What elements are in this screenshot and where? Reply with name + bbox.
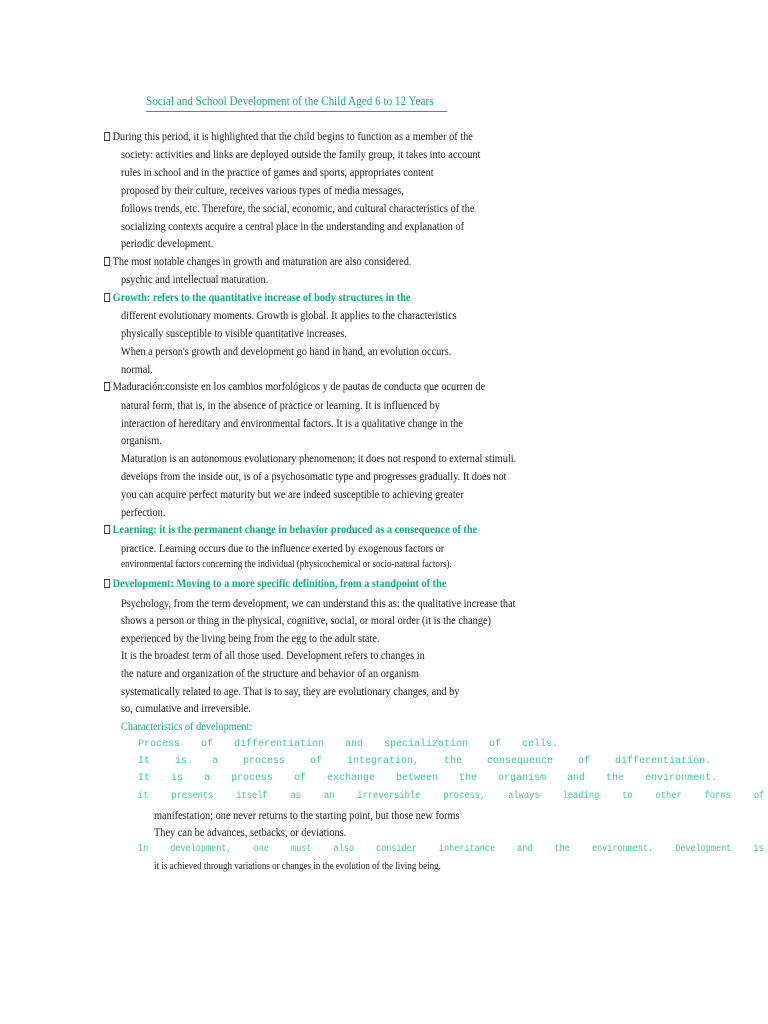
text-line: normal. xyxy=(121,362,153,376)
text-line: physically susceptible to visible quantitative increases. xyxy=(121,326,347,340)
text-line: environmental factors concerning the individual (physicochemical or socio-natural factors). xyxy=(121,559,452,570)
heading-growth: Growth: refers to the quantitative increase of body structures in the xyxy=(104,290,411,304)
text-line: psychic and intellectual maturation. xyxy=(121,272,269,286)
text-line: systematically related to age. That is to say, they are evolutionary changes, and by xyxy=(121,684,460,698)
text-line: the nature and organization of the structure and behavior of an organism xyxy=(121,666,419,680)
text-line: shows a person or thing in the physical, cognitive, social, or moral order (it is the change) xyxy=(121,613,492,627)
text-line: Psychology, from the term development, we can understand this as: the qualitative increase that xyxy=(121,596,516,610)
characteristic-item: it presents itself as an irreversible process, always leading to other forms of xyxy=(138,791,765,802)
text-line: follows trends, etc. Therefore, the social, economic, and cultural characteristics of the xyxy=(121,201,475,215)
text-line: During this period, it is highlighted that the child begins to function as a member of the xyxy=(104,129,473,143)
heading-development: Development: Moving to a more specific definition, from a standpoint of the xyxy=(104,576,446,590)
text-line: proposed by their culture, receives various types of media messages, xyxy=(121,183,404,197)
text-line: interaction of hereditary and environmental factors. It is a qualitative change in the xyxy=(121,416,463,430)
characteristic-item: It is a process of integration, the consequence of differentiation. xyxy=(138,756,712,767)
page-title: Social and School Development of the Child Aged 6 to 12 Years xyxy=(146,93,434,108)
heading-learning: Learning: it is the permanent change in behavior produced as a consequence of the xyxy=(104,522,477,536)
characteristic-item: It is a process of exchange between the organism and the environment. xyxy=(138,773,718,784)
text-line: The most notable changes in growth and maturation are also considered. xyxy=(104,254,412,268)
text-line: rules in school and in the practice of games and sports, appropriates content xyxy=(121,165,434,179)
text-line: experienced by the living being from the egg to the adult state. xyxy=(121,631,380,645)
text-line: so, cumulative and irreversible. xyxy=(121,701,251,715)
text-line: practice. Learning occurs due to the influence exerted by exogenous factors or xyxy=(121,541,445,555)
text-line: organism. xyxy=(121,433,162,447)
text-line: develops from the inside out, is of a psychosomatic type and progresses gradually. It does not xyxy=(121,469,507,483)
characteristic-item: Process of differentiation and specialization of cells. xyxy=(138,739,559,750)
title-underline xyxy=(146,111,447,112)
text-line: periodic development. xyxy=(121,236,214,250)
bullet-icon xyxy=(104,579,110,588)
text-line: Maduración:consiste en los cambios morfológicos y de pautas de conducta que ocurren de xyxy=(104,379,485,393)
bullet-icon xyxy=(104,525,110,534)
text-line: It is the broadest term of all those used. Development refers to changes in xyxy=(121,648,425,662)
characteristics-heading: Characteristics of development: xyxy=(121,719,253,733)
text-line: it is achieved through variations or changes in the evolution of the living being. xyxy=(154,861,441,872)
bullet-icon xyxy=(104,293,110,302)
bullet-icon xyxy=(104,132,110,141)
text-line: different evolutionary moments. Growth is global. It applies to the characteristics xyxy=(121,308,457,322)
text-line: When a person's growth and development go hand in hand, an evolution occurs. xyxy=(121,344,452,358)
text-line: you can acquire perfect maturity but we are indeed susceptible to achieving greater xyxy=(121,487,464,501)
bullet-icon xyxy=(104,257,110,266)
text-line: manifestation; one never returns to the starting point, but those new forms xyxy=(154,808,460,822)
characteristic-item: In development, one must also consider inheritance and the environment. Development is xyxy=(138,844,764,855)
text-line: society: activities and links are deployed outside the family group, it takes into account xyxy=(121,147,481,161)
text-line: perfection. xyxy=(121,505,166,519)
text-line: natural form, that is, in the absence of practice or learning. It is influenced by xyxy=(121,398,440,412)
text-line: socializing contexts acquire a central place in the understanding and explanation of xyxy=(121,219,465,233)
bullet-icon xyxy=(104,382,110,391)
text-line: Maturation is an autonomous evolutionary phenomenon; it does not respond to external stimuli. xyxy=(121,451,517,465)
text-line: They can be advances, setbacks, or deviations. xyxy=(154,825,347,839)
